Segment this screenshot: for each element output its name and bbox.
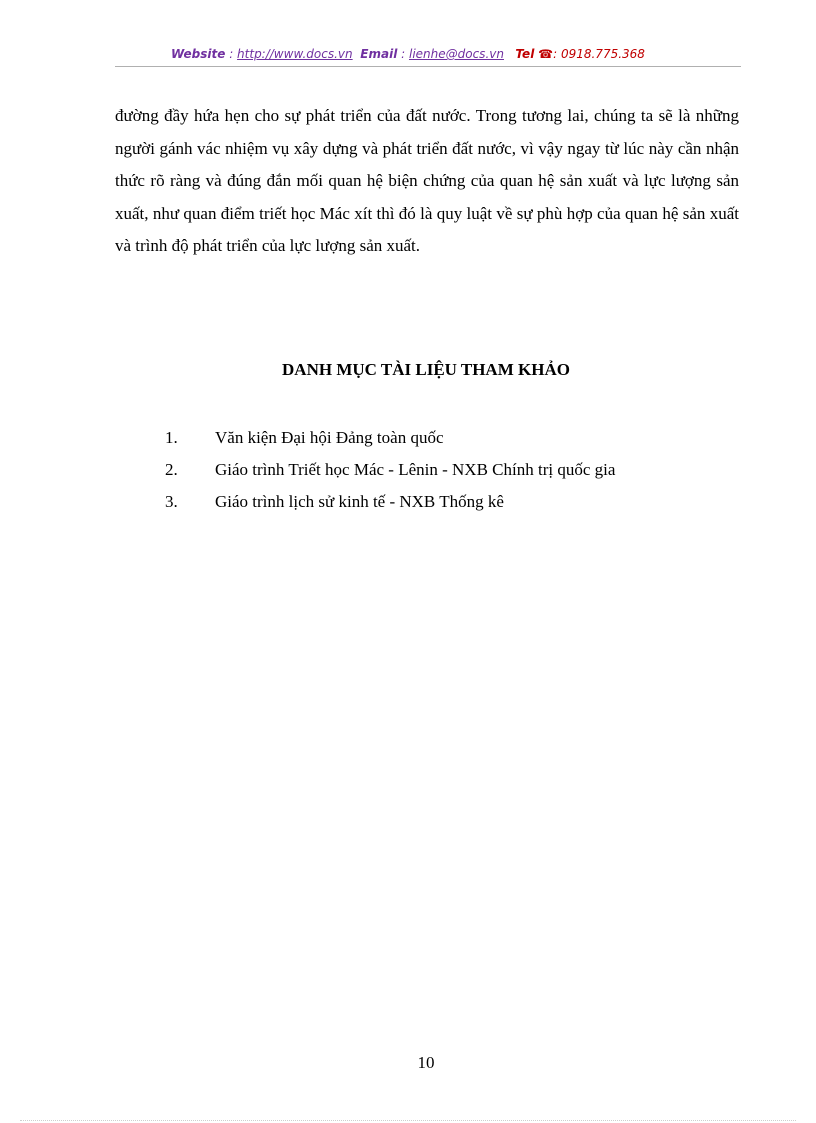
reference-text: Giáo trình lịch sử kinh tế - NXB Thống kê <box>215 492 504 511</box>
phone-icon: ☎ <box>538 47 554 61</box>
tel-number: : 0918.775.368 <box>553 47 645 61</box>
reference-text: Giáo trình Triết học Mác - Lênin - NXB Chính trị quốc gia <box>215 460 616 479</box>
reference-number: 1. <box>165 428 178 447</box>
email-label: Email <box>360 47 398 61</box>
reference-number: 2. <box>165 460 178 479</box>
references-title: DANH MỤC TÀI LIỆU THAM KHẢO <box>282 360 570 379</box>
reference-text: Văn kiện Đại hội Đảng toàn quốc <box>215 428 444 447</box>
email-separator: : <box>397 47 409 61</box>
page-number: 10 <box>417 1053 435 1072</box>
tel-label: Tel <box>515 47 535 61</box>
website-separator: : <box>225 47 238 61</box>
reference-number: 3. <box>165 492 178 511</box>
references-list <box>165 422 615 518</box>
reference-item <box>165 486 615 518</box>
reference-item <box>165 454 615 486</box>
page-header <box>0 47 816 61</box>
email-link[interactable]: lienhe@docs.vn <box>408 47 504 61</box>
page-bottom-divider <box>20 1120 796 1121</box>
body-paragraph: đường đầy hứa hẹn cho sự phát triển của đất nước. Trong tương lai, chúng ta sẽ là những người gánh vác nhiệm vụ xây dựng và phát triển đất nước, vì vậy ngay từ lúc này cần nhận thức rõ ràng và đúng đắn mối quan hệ biện chứng của quan hệ sản xuất và lực lượng sản xuất, như quan điểm triết học Mác xít thì đó là quy luật về sự phù hợp của quan hệ sản xuất và trình độ phát triển của lực lượng sản xuất. <box>115 106 739 255</box>
reference-item <box>165 422 615 454</box>
website-link[interactable]: http://www.docs.vn <box>237 47 353 61</box>
header-divider <box>115 66 741 67</box>
website-label: Website <box>171 47 226 61</box>
